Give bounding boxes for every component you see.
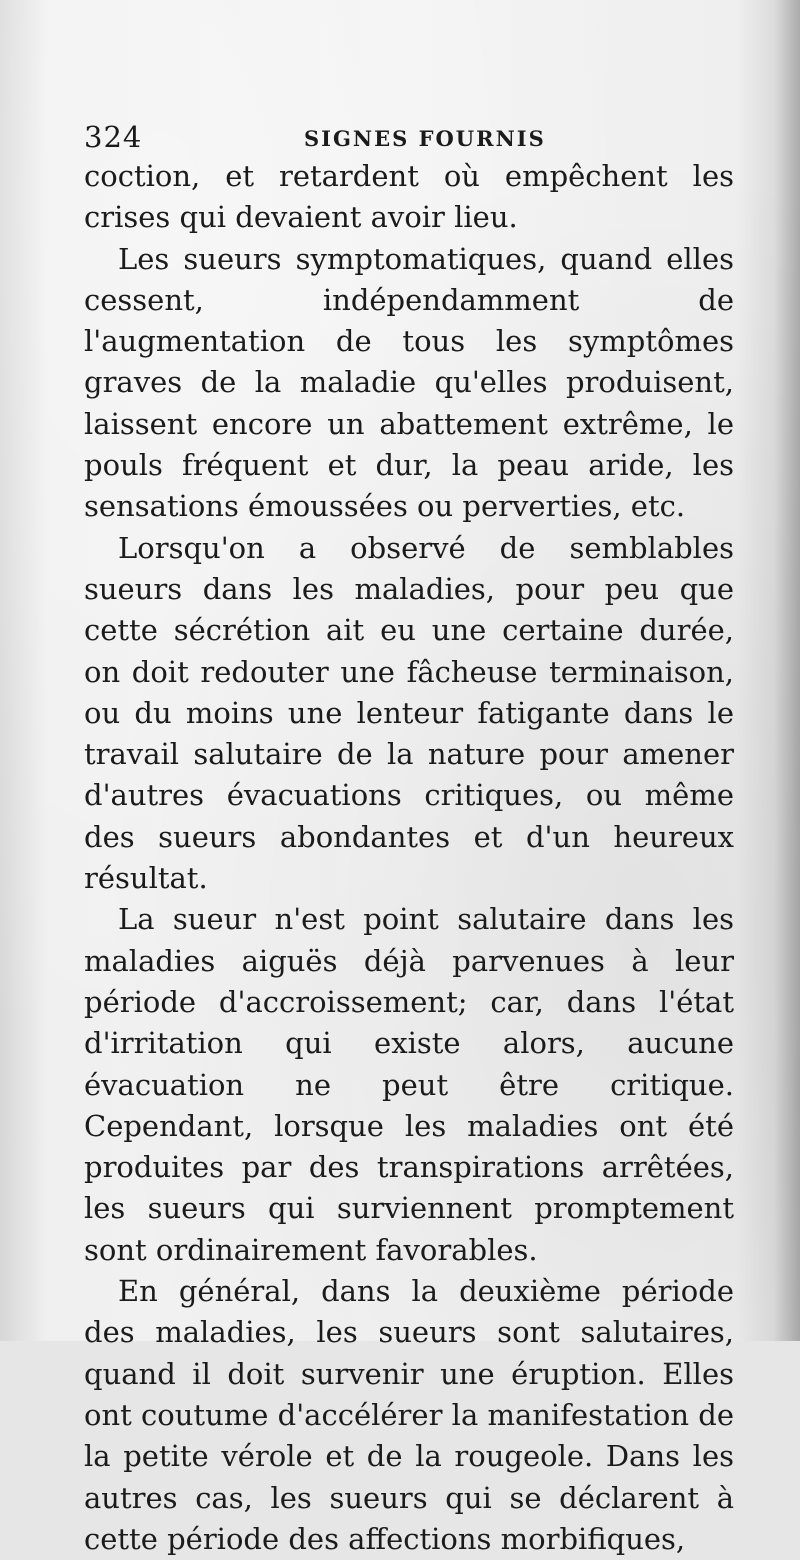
running-title: SIGNES FOURNIS [304,126,546,151]
paragraph-similar-sweats: Lorsqu'on a observé de semblables sueurs dans les maladies, pour peu que cette sécrétion ait eu une certaine durée, on doit redouter une fâcheuse terminaison, ou du moins une lenteur fatigante dans le travail salutaire de la nature pour amener d'autres évacuations critiques, ou même des sueurs abondantes et d'un heureux résultat. [84,530,734,896]
page-header [80,118,740,158]
paragraph-continuation: coction, et retardent où empêchent les crises qui devaient avoir lieu. [84,159,734,235]
paragraph-symptomatic-sweats: Les sueurs symptomatiques, quand elles cessent, indépendamment de l'augmentation de tous les symptômes graves de la maladie qu'elles produisent, laissent encore un abattement extrême, le pouls fréquent et dur, la peau aride, les sensations émoussées ou perverties, etc. [84,241,734,524]
page-number: 324 [84,120,143,154]
page-edge-shadow [774,0,800,1341]
body-text [84,156,734,1560]
paragraph-acute-diseases: La sueur n'est point salutaire dans les maladies aiguës déjà parvenues à leur période d'accroissement; car, dans l'état d'irritation qui existe alors, aucune évacuation ne peut être critique. Cependant, lorsque les maladies ont été produites par des transpirations arrêtées, les sueurs qui surviennent promptement sont ordinairement favorables. [84,902,734,1267]
paragraph-second-period: En général, dans la deuxième période des maladies, les sueurs sont salutaires, quand il doit survenir une éruption. Elles ont coutume d'accélérer la manifestation de la petite vérole et de la rougeole. Dans les autres cas, les sueurs qui se déclarent à cette période des affections morbifiques, [84,1274,734,1556]
